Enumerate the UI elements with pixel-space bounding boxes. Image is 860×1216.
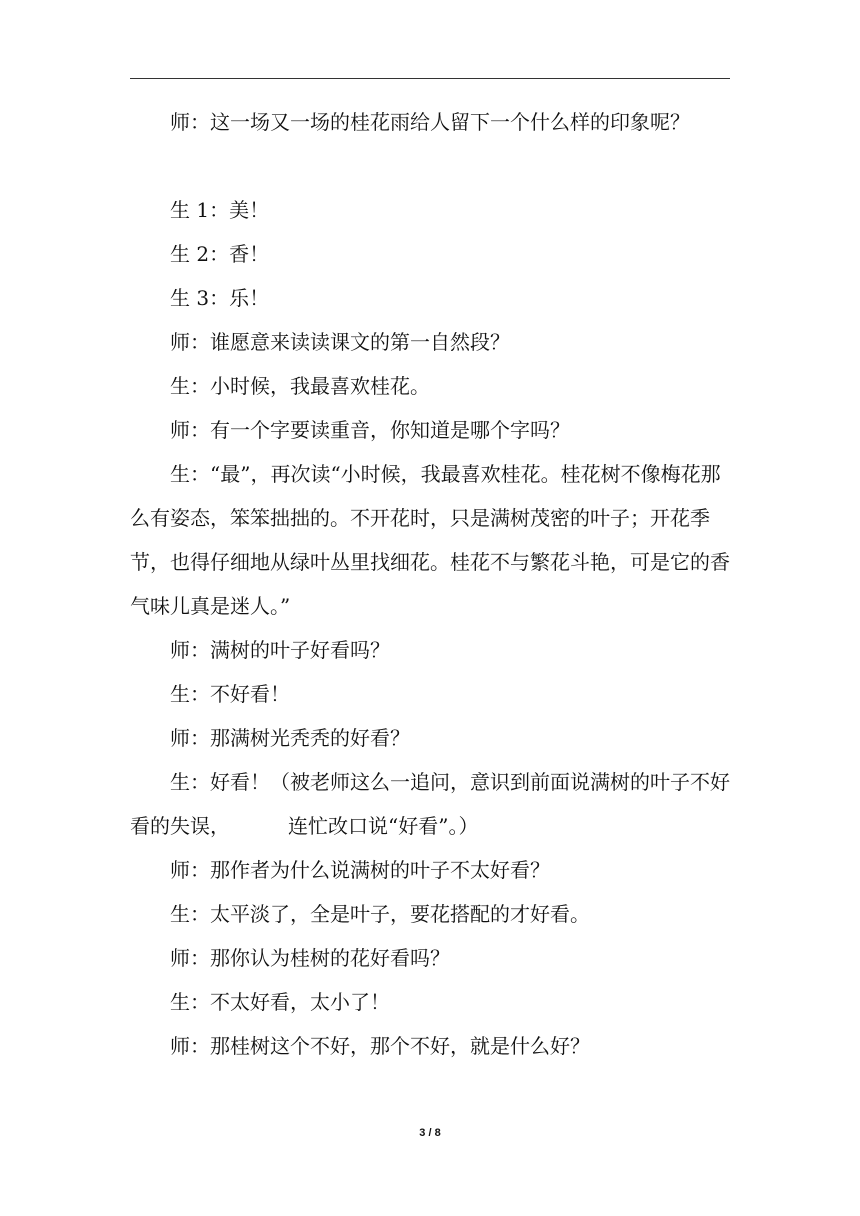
paragraph: 生 1：美！ — [170, 198, 270, 222]
paragraph-text: 生：好看！（被老师这么一追问，意识到前面说满树的叶子不好看的失误， — [130, 770, 730, 838]
paragraph: 生：“最”，再次读“小时候，我最喜欢桂花。桂花树不像梅花那么有姿态，笨笨拙拙的。不开花时，只是满树茂密的叶子；开花季节，也得仔细地从绿叶丛里找细花。桂花不与繁花斗艳，可是它的香气味儿真是迷人。” — [130, 462, 730, 618]
page-number: 3 / 8 — [419, 1127, 441, 1139]
paragraph: 生：不太好看，太小了！ — [170, 990, 390, 1014]
header-rule — [130, 78, 730, 79]
paragraph: 师：这一场又一场的桂花雨给人留下一个什么样的印象呢？ — [170, 110, 690, 134]
paragraph: 生 2：香！ — [170, 242, 270, 266]
paragraph: 师：那满树光秃秃的好看？ — [170, 726, 410, 750]
paragraph-text: 连忙改口说“好看”。） — [288, 814, 479, 838]
paragraph: 生：小时候，我最喜欢桂花。 — [170, 374, 430, 398]
paragraph: 师：有一个字要读重音，你知道是哪个字吗？ — [170, 418, 570, 442]
blank-line — [130, 144, 730, 188]
paragraph: 师：谁愿意来读读课文的第一自然段？ — [170, 330, 510, 354]
paragraph: 师：那桂树这个不好，那个不好，就是什么好？ — [170, 1034, 590, 1058]
document-body — [130, 100, 730, 1068]
paragraph: 生 3：乐！ — [170, 286, 270, 310]
paragraph — [130, 760, 730, 848]
paragraph: 师：那作者为什么说满树的叶子不太好看？ — [170, 858, 550, 882]
paragraph: 生：不好看！ — [170, 682, 290, 706]
paragraph: 师：那你认为桂树的花好看吗？ — [170, 946, 450, 970]
paragraph: 师：满树的叶子好看吗？ — [170, 638, 390, 662]
paragraph: 生：太平淡了，全是叶子，要花搭配的才好看。 — [170, 902, 590, 926]
